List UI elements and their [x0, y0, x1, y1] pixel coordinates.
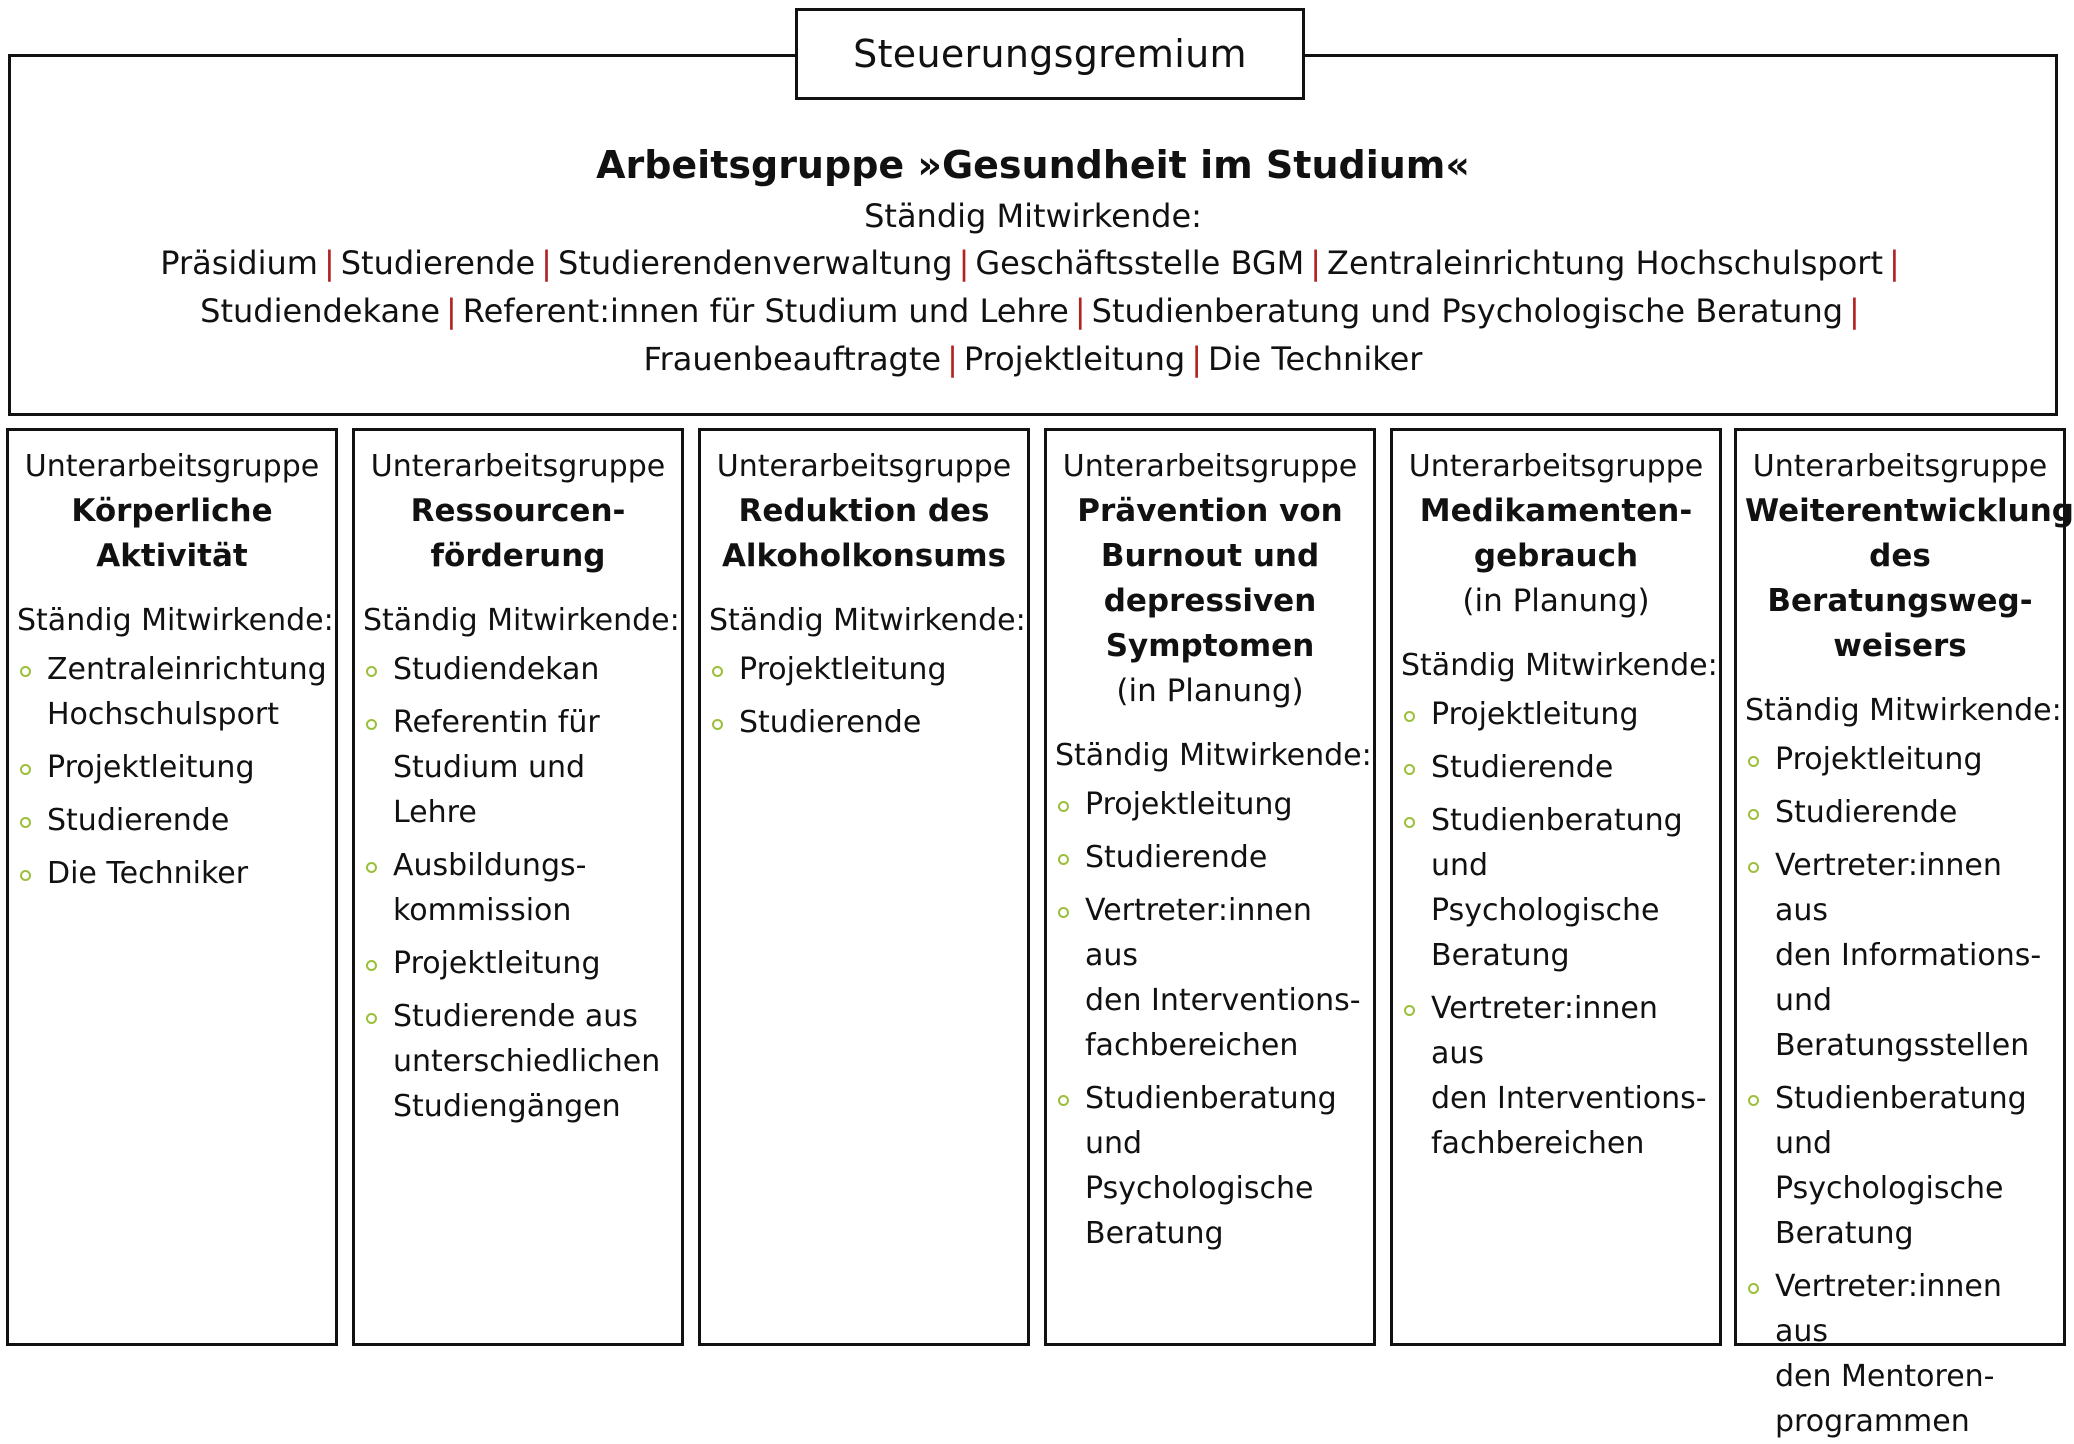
members-line: [11, 287, 2055, 335]
subgroup-label: Unterarbeitsgruppe: [24, 449, 320, 484]
list-item: Vertreter:innen aus den Informations- und Beratungsstellen: [1745, 843, 2055, 1068]
separator: |: [1310, 244, 1322, 282]
circle-bullet-icon: [366, 862, 377, 873]
subgroup-members-list: [709, 647, 1019, 745]
circle-bullet-icon: [1748, 1095, 1759, 1106]
subgroup-box: [352, 428, 684, 1346]
subgroup-box: [1734, 428, 2074, 1439]
member-entry: Präsidium: [160, 244, 318, 282]
separator: |: [1191, 340, 1202, 378]
list-item: Studierende: [1055, 835, 1365, 880]
separator: |: [1889, 244, 1900, 282]
working-group-box: [8, 54, 2058, 416]
list-item: Projektleitung: [1401, 692, 1711, 737]
circle-bullet-icon: [366, 1013, 377, 1024]
separator: |: [947, 340, 958, 378]
circle-bullet-icon: [1058, 854, 1069, 865]
subgroup-members-list: [1745, 737, 2055, 1444]
circle-bullet-icon: [1404, 1005, 1415, 1016]
subgroup-header: [1401, 445, 1711, 624]
working-group-title: Arbeitsgruppe »Gesundheit im Studium«: [596, 143, 1470, 187]
member-entry: Geschäftsstelle BGM: [975, 244, 1305, 282]
list-item: Studierende: [17, 798, 327, 843]
list-item: Studierende aus unterschiedlichen Studiengängen: [363, 994, 673, 1129]
circle-bullet-icon: [1748, 862, 1759, 873]
circle-bullet-icon: [366, 960, 377, 971]
list-item: Vertreter:innen aus den Interventions- fachbereichen: [1055, 888, 1365, 1068]
circle-bullet-icon: [1748, 1283, 1759, 1294]
subgroup-label: Unterarbeitsgruppe: [1752, 449, 2048, 484]
subgroup-box: [1390, 428, 1722, 1346]
subgroup-header: [1055, 445, 1365, 714]
member-entry: Studienberatung und Psychologische Beratung: [1091, 292, 1844, 330]
list-item: Studierende: [709, 700, 1019, 745]
circle-bullet-icon: [1748, 809, 1759, 820]
list-item: Vertreter:innen aus den Mentoren- programmen: [1745, 1264, 2055, 1444]
subgroup-name: Ressourcen- förderung: [410, 493, 626, 574]
subgroup-status: (in Planung): [1116, 673, 1304, 709]
circle-bullet-icon: [1404, 711, 1415, 722]
subgroup-header: [709, 445, 1019, 579]
member-entry: Studierende: [340, 244, 536, 282]
subgroup-box: [6, 428, 338, 1346]
subgroup-name: Prävention von Burnout und depressiven Symptomen: [1077, 493, 1343, 664]
subgroup-members-label: Ständig Mitwirkende:: [1745, 693, 2062, 728]
subgroup-header: [363, 445, 673, 579]
circle-bullet-icon: [20, 870, 31, 881]
member-entry: Frauenbeauftragte: [643, 340, 942, 378]
list-item: Die Techniker: [17, 851, 327, 896]
circle-bullet-icon: [712, 666, 723, 677]
circle-bullet-icon: [20, 764, 31, 775]
subgroup-name: Körperliche Aktivität: [71, 493, 273, 574]
circle-bullet-icon: [712, 719, 723, 730]
subgroup-header: [17, 445, 327, 579]
circle-bullet-icon: [1058, 801, 1069, 812]
list-item: Studierende: [1401, 745, 1711, 790]
steering-committee-label: Steuerungsgremium: [853, 32, 1247, 76]
subgroup-box: [1044, 428, 1376, 1346]
steering-committee-box: [795, 8, 1305, 100]
list-item: Studiendekan: [363, 647, 673, 692]
separator: |: [323, 244, 335, 282]
member-entry: Studiendekane: [200, 292, 441, 330]
subgroup-members-label: Ständig Mitwirkende:: [363, 603, 680, 638]
list-item: Studienberatung und Psychologische Beratung: [1055, 1076, 1365, 1256]
separator: |: [1849, 292, 1860, 330]
working-group-members-label: Ständig Mitwirkende:: [864, 197, 1202, 235]
separator: |: [446, 292, 457, 330]
subgroup-members-label: Ständig Mitwirkende:: [709, 603, 1026, 638]
list-item: Studierende: [1745, 790, 2055, 835]
separator: |: [1074, 292, 1086, 330]
list-item: Projektleitung: [1055, 782, 1365, 827]
circle-bullet-icon: [1058, 907, 1069, 918]
working-group-content: [11, 137, 2055, 383]
separator: |: [541, 244, 552, 282]
subgroup-label: Unterarbeitsgruppe: [1062, 449, 1358, 484]
list-item: Ausbildungs- kommission: [363, 843, 673, 933]
circle-bullet-icon: [1748, 756, 1759, 767]
subgroup-status: (in Planung): [1462, 583, 1650, 619]
circle-bullet-icon: [366, 666, 377, 677]
circle-bullet-icon: [20, 666, 31, 677]
subgroup-label: Unterarbeitsgruppe: [716, 449, 1012, 484]
subgroup-members-list: [1401, 692, 1711, 1166]
circle-bullet-icon: [1404, 817, 1415, 828]
list-item: Vertreter:innen aus den Interventions- fachbereichen: [1401, 986, 1711, 1166]
members-line: [11, 335, 2055, 383]
member-entry: Referent:innen für Studium und Lehre: [462, 292, 1069, 330]
member-entry: Zentraleinrichtung Hochschulsport: [1327, 244, 1883, 282]
list-item: Studienberatung und Psychologische Beratung: [1745, 1076, 2055, 1256]
circle-bullet-icon: [366, 719, 377, 730]
members-line: [11, 239, 2055, 287]
circle-bullet-icon: [1404, 764, 1415, 775]
subgroup-members-list: [1055, 782, 1365, 1256]
list-item: Zentraleinrichtung Hochschulsport: [17, 647, 327, 737]
separator: |: [958, 244, 970, 282]
circle-bullet-icon: [20, 817, 31, 828]
subgroup-label: Unterarbeitsgruppe: [1408, 449, 1704, 484]
list-item: Projektleitung: [709, 647, 1019, 692]
list-item: Projektleitung: [363, 941, 673, 986]
working-group-members: [11, 239, 2055, 383]
subgroup-name: Medikamenten- gebrauch: [1419, 493, 1693, 574]
list-item: Studienberatung und Psychologische Beratung: [1401, 798, 1711, 978]
subgroup-box: [698, 428, 1030, 1346]
list-item: Projektleitung: [17, 745, 327, 790]
subgroup-members-label: Ständig Mitwirkende:: [1055, 738, 1372, 773]
member-entry: Studierendenverwaltung: [557, 244, 953, 282]
subgroup-label: Unterarbeitsgruppe: [370, 449, 666, 484]
subgroup-name: Reduktion des Alkoholkonsums: [721, 493, 1007, 574]
member-entry: Projektleitung: [963, 340, 1186, 378]
subgroup-members-label: Ständig Mitwirkende:: [17, 603, 334, 638]
member-entry: Die Techniker: [1207, 340, 1423, 378]
list-item: Projektleitung: [1745, 737, 2055, 782]
subgroup-name: Weiterentwicklung des Beratungsweg- weisers: [1745, 493, 2074, 664]
circle-bullet-icon: [1058, 1095, 1069, 1106]
list-item: Referentin für Studium und Lehre: [363, 700, 673, 835]
subgroup-members-list: [363, 647, 673, 1129]
subgroup-members-list: [17, 647, 327, 896]
subgroup-members-label: Ständig Mitwirkende:: [1401, 648, 1718, 683]
subgroup-header: [1745, 445, 2074, 669]
